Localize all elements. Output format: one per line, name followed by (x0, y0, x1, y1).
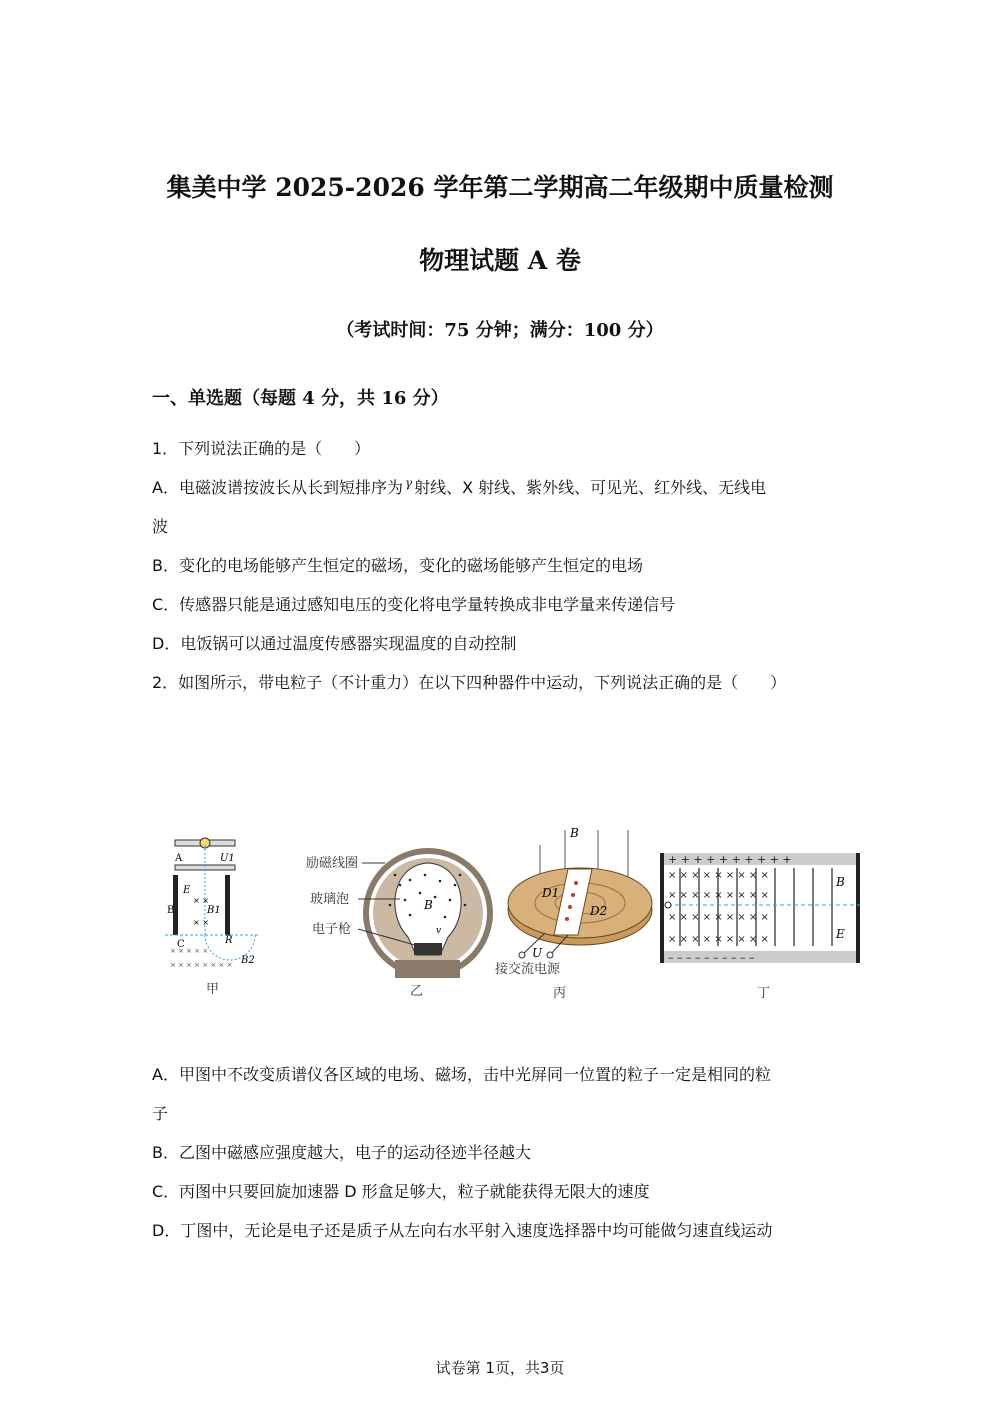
svg-text:× × × × × × × ×: × × × × × × × × × (668, 870, 769, 881)
question-2-option-d: D．丁图中，无论是电子还是质子从左向右水平射入速度选择器中均可能做匀速直线运动 (152, 1221, 773, 1240)
question-1-option-b: B．变化的电场能够产生恒定的磁场，变化的磁场能够产生恒定的电场 (152, 556, 643, 575)
exam-info: （考试时间：75 分钟；满分：100 分） (336, 320, 664, 341)
question-2-option-a: A．甲图中不改变质谱仪各区域的电场、磁场，击中光屏同一位置的粒子一定是相同的粒 (152, 1065, 771, 1084)
svg-text:× × × × × × × ×: × × × × × × × × (170, 961, 233, 969)
svg-text:× ×: × × (193, 896, 209, 905)
option-a-text-2: 射线、X 射线、紫外线、可见光、红外线、无线电 (414, 478, 767, 497)
svg-text:× × × × × × × ×: × × × × × × × × × (668, 934, 769, 945)
figure-bing-caption: 丙 (553, 986, 567, 1001)
label-r: R (225, 935, 233, 946)
option-a-text-1: A．电磁波谱按波长从长到短排序为 (152, 478, 403, 497)
label-v: v (436, 926, 442, 936)
label-a: A (175, 853, 183, 864)
label-bulb: 玻璃泡 (310, 892, 350, 907)
figure-ding-caption: 丁 (757, 986, 771, 1001)
question-1-option-a-cont: 波 (152, 517, 169, 536)
question-1-option-a (152, 478, 766, 499)
label-d2: D2 (590, 904, 608, 918)
question-2-option-a-cont: 子 (152, 1104, 169, 1123)
question-2-option-b: B．乙图中磁感应强度越大，电子的运动径迹半径越大 (152, 1143, 531, 1162)
figure-bing-cyclotron (490, 825, 655, 975)
svg-text:+ + + + + + + + + +: + + + + + + + + + + (668, 853, 792, 866)
exam-title: 集美中学 2025-2026 学年第二学期高二年级期中质量检测 (166, 173, 834, 202)
svg-text:× ×: × × (193, 918, 209, 927)
label-field-b: B (424, 898, 433, 912)
svg-text:× × × × × × × ×: × × × × × × × × × (668, 890, 769, 901)
svg-text:× × × × ×: × × × × × (170, 947, 209, 955)
question-2-stem: 2．如图所示，带电粒子（不计重力）在以下四种器件中运动，下列说法正确的是（ ） (152, 673, 787, 692)
label-gun: 电子枪 (312, 922, 352, 937)
question-1-stem: 1．下列说法正确的是（ ） (152, 439, 371, 458)
gamma-symbol: γ (404, 476, 413, 490)
figure-jia-caption: 甲 (206, 982, 220, 997)
label-c: C (177, 939, 185, 950)
question-2-option-c: C．丙图中只要回旋加速器 D 形盒足够大，粒子就能获得无限大的速度 (152, 1182, 650, 1201)
exam-subtitle: 物理试题 A 卷 (419, 246, 581, 275)
label-coil: 励磁线圈 (306, 856, 359, 871)
figure-yi-caption: 乙 (410, 984, 424, 999)
figure-jia-mass-spectrometer (165, 835, 265, 975)
label-field-e: E (836, 927, 845, 941)
page-footer: 试卷第 1页，共3页 (435, 1359, 565, 1377)
figure-yi-electron-tube (300, 845, 500, 985)
section-heading: 一、单选题（每题 4 分，共 16 分） (152, 388, 449, 409)
svg-text:– – – – – – – – – –: – – – – – – – – – – (668, 951, 755, 964)
label-u1: U1 (220, 853, 235, 864)
label-e: E (183, 885, 191, 896)
label-b: B (167, 905, 175, 916)
label-ac-source: 接交流电源 (495, 962, 561, 975)
label-field-b: B (836, 875, 845, 889)
figure-ding-velocity-selector (660, 848, 865, 968)
label-d1: D1 (542, 886, 560, 900)
question-1-option-d: D．电饭锅可以通过温度传感器实现温度的自动控制 (152, 634, 517, 653)
label-u: U (532, 946, 543, 960)
label-field-b: B (570, 826, 579, 840)
svg-text:× × × × × × × ×: × × × × × × × × × (668, 912, 769, 923)
label-b2: B2 (241, 955, 255, 966)
question-1-option-c: C．传感器只能是通过感知电压的变化将电学量转换成非电学量来传递信号 (152, 595, 676, 614)
label-b1: B1 (207, 905, 221, 916)
